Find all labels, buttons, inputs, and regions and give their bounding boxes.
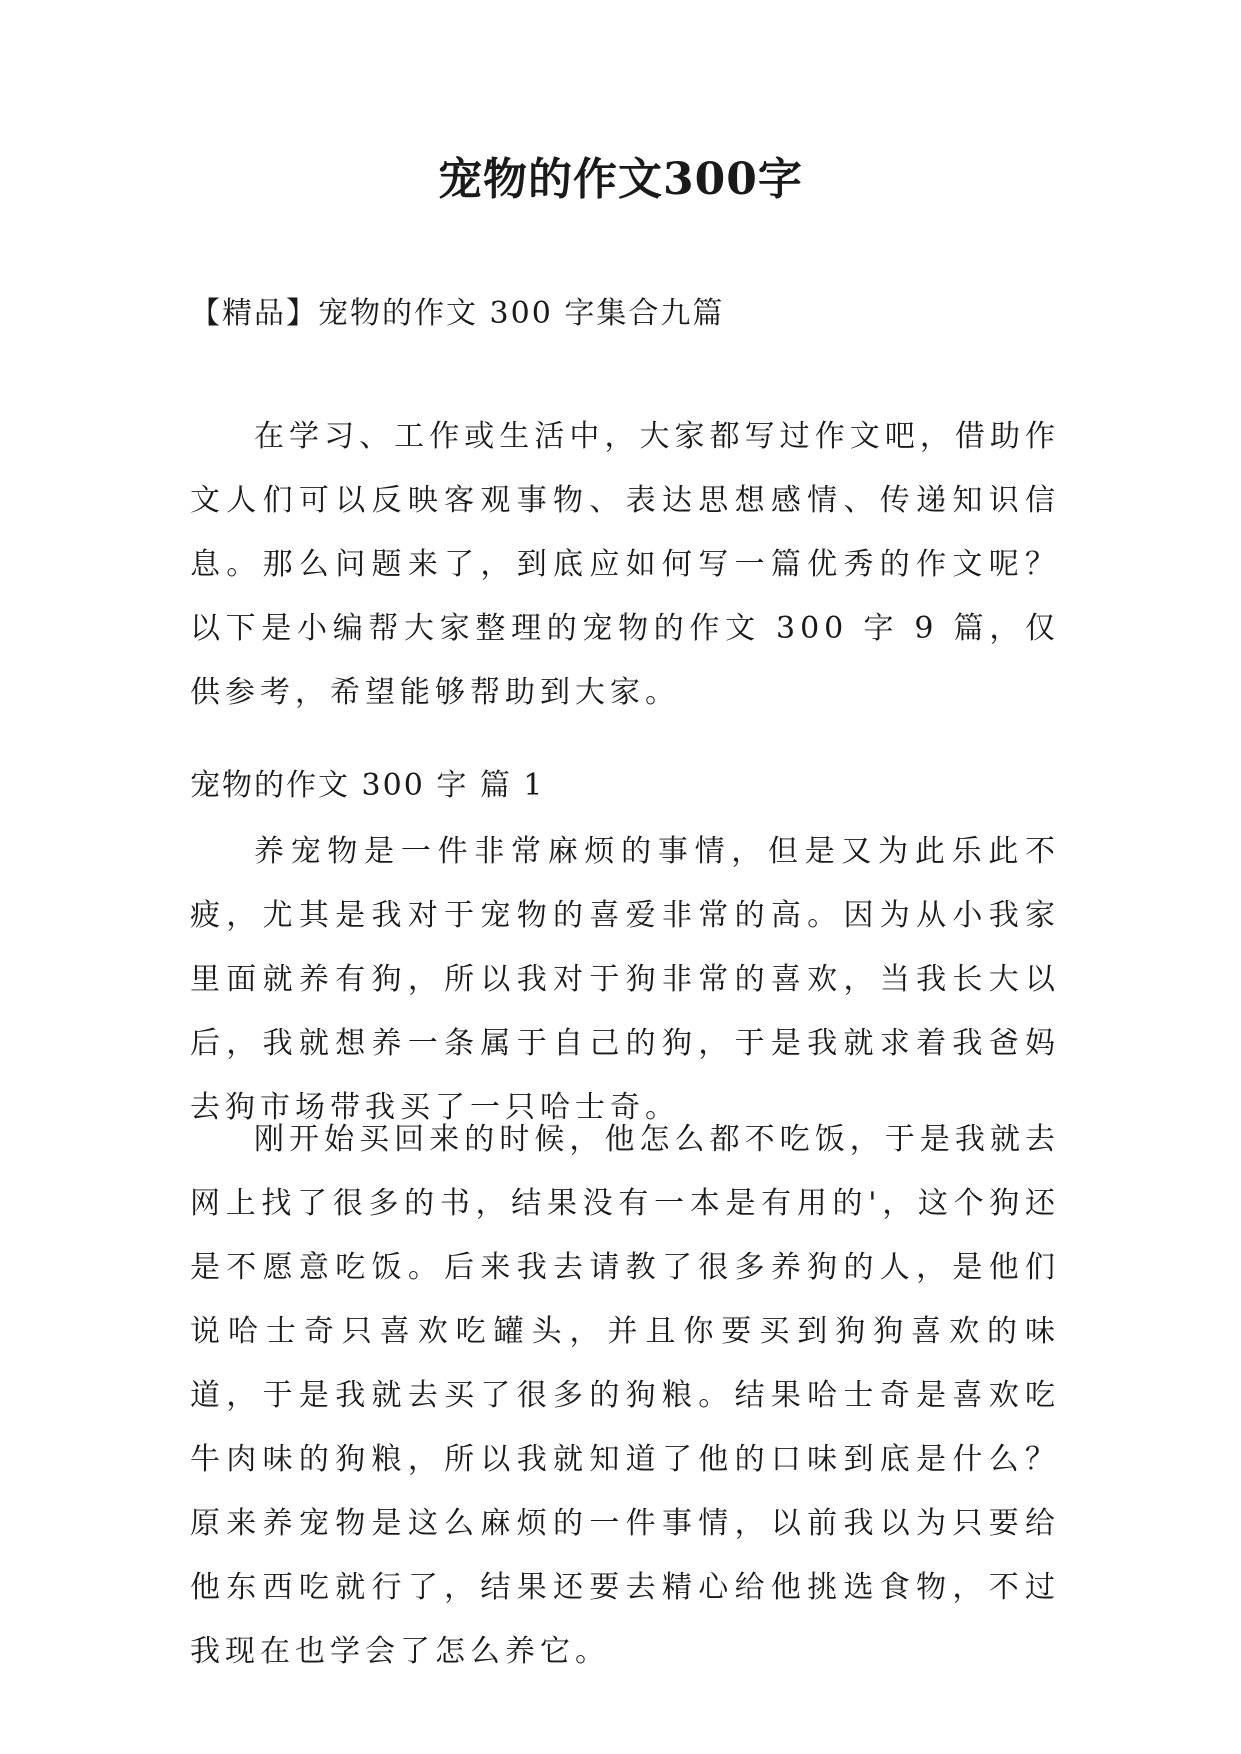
document-title: 宠物的作文300字	[438, 154, 803, 205]
section-paragraph-2: 刚开始买回来的时候，他怎么都不吃饭，于是我就去网上找了很多的书，结果没有一本是有用的'，这个狗还是不愿意吃饭。后来我去请教了很多养狗的人，是他们说哈士奇只喜欢吃罐头，并且你要买到狗狗喜欢的味道，于是我就去买了很多的狗粮。结果哈士奇是喜欢吃牛肉味的狗粮，所以我就知道了他的口味到底是什么？原来养宠物是这么麻烦的一件事情，以前我以为只要给他东西吃就行了，结果还要去精心给他挑选食物，不过我现在也学会了怎么养它。	[190, 1122, 1060, 1669]
section-paragraph-1: 养宠物是一件非常麻烦的事情，但是又为此乐此不疲，尤其是我对于宠物的喜爱非常的高。因为从小我家里面就养有狗，所以我对于狗非常的喜欢，当我长大以后，我就想养一条属于自己的狗，于是我就求着我爸妈去狗市场带我买了一只哈士奇。	[190, 834, 1060, 1125]
document-subtitle: 【精品】宠物的作文 300 字集合九篇	[190, 296, 725, 331]
section-heading: 宠物的作文 300 字 篇 1	[190, 768, 545, 803]
intro-paragraph: 在学习、工作或生活中，大家都写过作文吧，借助作文人们可以反映客观事物、表达思想感情、传递知识信息。那么问题来了，到底应如何写一篇优秀的作文呢？以下是小编帮大家整理的宠物的作文 300 字 9 篇，仅供参考，希望能够帮助到大家。	[190, 419, 1060, 710]
